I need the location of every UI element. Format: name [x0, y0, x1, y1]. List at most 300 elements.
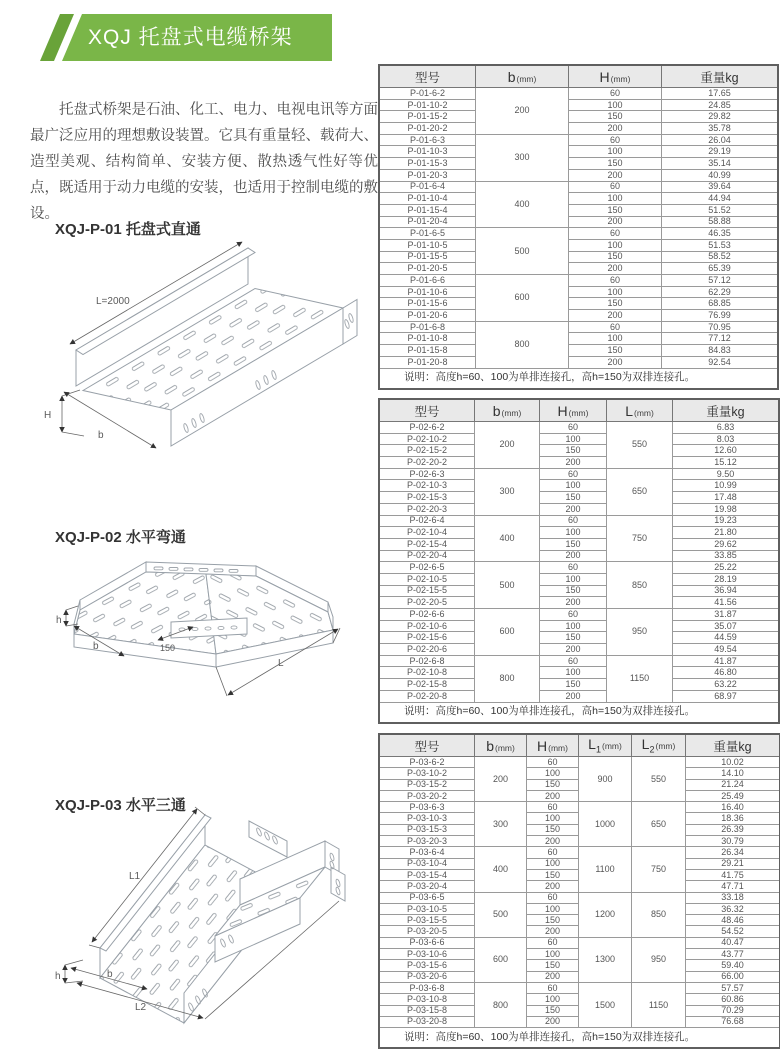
cell: 76.99: [662, 310, 779, 322]
cell: 19.23: [673, 515, 780, 527]
table-row: [379, 345, 778, 357]
cell: 29.82: [662, 111, 779, 123]
cell: P-01-20-8: [379, 356, 476, 368]
cell: 60.86: [686, 994, 780, 1005]
cell: 66.00: [686, 971, 780, 982]
cell: P-01-15-3: [379, 158, 476, 170]
cell: P-01-20-5: [379, 263, 476, 275]
cell: 26.39: [686, 824, 780, 835]
cell: 35.14: [662, 158, 779, 170]
cell: 68.85: [662, 298, 779, 310]
cell: 63.22: [673, 679, 780, 691]
table-row: [379, 892, 780, 903]
cell-L2: 750: [632, 847, 686, 892]
cell-L1: 1200: [579, 892, 632, 937]
cell-L: 650: [607, 468, 673, 515]
cell: P-01-10-6: [379, 286, 476, 298]
column-header: $L_2(mm)$: [632, 734, 686, 757]
table-row: [379, 286, 778, 298]
cell: P-01-15-8: [379, 345, 476, 357]
cell: P-01-10-2: [379, 99, 476, 111]
cell: P-01-6-5: [379, 228, 476, 240]
cell: 17.48: [673, 492, 780, 504]
cell: 200: [569, 356, 662, 368]
table-row: [379, 757, 780, 768]
column-header: 重量kg: [673, 399, 780, 422]
cell-L2: 850: [632, 892, 686, 937]
cell-b: 400: [476, 181, 569, 228]
dim-label-l1: L1: [129, 871, 141, 882]
table-row: [379, 333, 778, 345]
cell: 70.29: [686, 1005, 780, 1016]
cell: P-02-20-4: [379, 550, 475, 562]
cell: P-01-15-2: [379, 111, 476, 123]
cell-b: 500: [475, 562, 540, 609]
cell: 62.29: [662, 286, 779, 298]
cell: 21.80: [673, 527, 780, 539]
table-row: [379, 632, 779, 644]
cell: 150: [527, 915, 579, 926]
cell: 14.10: [686, 768, 780, 779]
cell: P-03-10-4: [379, 858, 475, 869]
cell-L: 1150: [607, 655, 673, 702]
table-row: [379, 492, 779, 504]
cell-b: 200: [475, 422, 540, 469]
dim-label-length: L: [278, 658, 284, 669]
cell-b: 800: [476, 321, 569, 368]
page-title: XQJ 托盘式电缆桥架: [88, 26, 293, 49]
cell: 100: [527, 858, 579, 869]
table-row: [379, 134, 778, 146]
table-row: [379, 667, 779, 679]
cell: 68.97: [673, 690, 780, 702]
table-row: [379, 562, 779, 574]
cell: 46.35: [662, 228, 779, 240]
cell: 100: [527, 813, 579, 824]
table-row: [379, 422, 779, 434]
table-row: [379, 99, 778, 111]
cell-L2: 950: [632, 937, 686, 982]
cell: 60: [569, 228, 662, 240]
cell: 100: [527, 949, 579, 960]
cell: P-01-20-6: [379, 310, 476, 322]
dim-label-height: h: [56, 615, 62, 626]
cell: P-01-15-6: [379, 298, 476, 310]
cell: P-02-10-8: [379, 667, 475, 679]
cell: 200: [540, 644, 607, 656]
cell: 57.57: [686, 982, 780, 993]
cell-L2: 550: [632, 757, 686, 802]
cell: 26.34: [686, 847, 780, 858]
cell-b: 800: [475, 982, 527, 1027]
cell: 36.94: [673, 585, 780, 597]
column-header: 重量kg: [662, 65, 779, 88]
cell: 84.83: [662, 345, 779, 357]
cell: 40.99: [662, 169, 779, 181]
cell: 58.88: [662, 216, 779, 228]
cell-L2: 1150: [632, 982, 686, 1027]
cell: P-03-10-2: [379, 768, 475, 779]
cell: 60: [527, 937, 579, 948]
cell: P-01-10-8: [379, 333, 476, 345]
cell: 25.49: [686, 790, 780, 801]
table-row: [379, 480, 779, 492]
cell: 100: [527, 994, 579, 1005]
table-row: [379, 655, 779, 667]
cell: P-02-20-5: [379, 597, 475, 609]
table-row: [379, 802, 780, 813]
cell: 21.24: [686, 779, 780, 790]
cell: 10.02: [686, 757, 780, 768]
table-row: [379, 263, 778, 275]
cell: P-01-6-3: [379, 134, 476, 146]
column-header: b(mm): [476, 65, 569, 88]
cell: 150: [569, 251, 662, 263]
table-row: [379, 158, 778, 170]
cell: 150: [540, 538, 607, 550]
cell: 200: [527, 881, 579, 892]
cell: 28.19: [673, 573, 780, 585]
table-row: [379, 181, 778, 193]
column-header: H(mm): [569, 65, 662, 88]
table-row: [379, 550, 779, 562]
table-row: [379, 356, 778, 368]
cell: 57.12: [662, 275, 779, 287]
cell: 200: [540, 457, 607, 469]
table-row: [379, 847, 780, 858]
cell: P-02-20-6: [379, 644, 475, 656]
cell: 60: [569, 88, 662, 100]
cell: 60: [540, 655, 607, 667]
cell-L1: 1300: [579, 937, 632, 982]
dim-label-width: b: [107, 969, 113, 980]
cell: 70.95: [662, 321, 779, 333]
cell: 54.52: [686, 926, 780, 937]
column-header: H(mm): [540, 399, 607, 422]
cell: 60: [540, 468, 607, 480]
cell: P-02-6-6: [379, 609, 475, 621]
table-row: [379, 982, 780, 993]
cell: 150: [527, 1005, 579, 1016]
cell: 200: [527, 836, 579, 847]
cell: P-01-6-4: [379, 181, 476, 193]
cell: 100: [540, 667, 607, 679]
cell: 51.52: [662, 204, 779, 216]
table-row: [379, 597, 779, 609]
cell: P-03-15-4: [379, 869, 475, 880]
cell: P-02-10-5: [379, 573, 475, 585]
cell: 100: [540, 480, 607, 492]
column-header: 型号: [379, 399, 475, 422]
cell: 35.07: [673, 620, 780, 632]
cell-b: 400: [475, 515, 540, 562]
cell: P-03-15-8: [379, 1005, 475, 1016]
cell: 33.18: [686, 892, 780, 903]
dim-label-l2: L2: [135, 1002, 147, 1013]
dim-label-width: b: [93, 641, 99, 652]
table-row: [379, 457, 779, 469]
cell: 200: [569, 216, 662, 228]
cell-L: 850: [607, 562, 673, 609]
dim-label-center: 150: [160, 643, 176, 653]
cell: P-01-20-4: [379, 216, 476, 228]
cell: P-03-6-4: [379, 847, 475, 858]
table-row: [379, 111, 778, 123]
cell: 200: [540, 503, 607, 515]
cell: 150: [527, 869, 579, 880]
table-row: [379, 468, 779, 480]
cell: 25.22: [673, 562, 780, 574]
cell: P-02-10-2: [379, 433, 475, 445]
table-row: [379, 527, 779, 539]
cell: 9.50: [673, 468, 780, 480]
cell: 200: [540, 550, 607, 562]
cell: P-03-10-3: [379, 813, 475, 824]
cell: 47.71: [686, 881, 780, 892]
cell: P-02-15-2: [379, 445, 475, 457]
table-row: [379, 515, 779, 527]
cell: 150: [540, 492, 607, 504]
table-row: [379, 275, 778, 287]
cell: 59.40: [686, 960, 780, 971]
spec-table-p03: [378, 733, 780, 1049]
cell-L2: 650: [632, 802, 686, 847]
cell: 150: [569, 298, 662, 310]
cell: P-03-15-3: [379, 824, 475, 835]
cell: 150: [540, 445, 607, 457]
cell: 24.85: [662, 99, 779, 111]
table-row: [379, 310, 778, 322]
cell: P-03-6-5: [379, 892, 475, 903]
cell: P-02-10-3: [379, 480, 475, 492]
cell: 41.75: [686, 869, 780, 880]
cell: P-02-6-3: [379, 468, 475, 480]
cell: 60: [569, 134, 662, 146]
cell-b: 200: [476, 88, 569, 135]
section-label-p03: XQJ-P-03 水平三通: [55, 797, 186, 814]
cell: P-02-10-6: [379, 620, 475, 632]
cell: 200: [527, 926, 579, 937]
table-row: [379, 445, 779, 457]
cell-L: 750: [607, 515, 673, 562]
cell: 49.54: [673, 644, 780, 656]
cell: 29.19: [662, 146, 779, 158]
cell: P-03-20-4: [379, 881, 475, 892]
cell: 100: [540, 433, 607, 445]
cell: P-03-15-6: [379, 960, 475, 971]
cell: P-03-6-6: [379, 937, 475, 948]
cell: 29.62: [673, 538, 780, 550]
cell: 200: [540, 597, 607, 609]
spec-table-p02: [378, 398, 780, 724]
cell: P-01-10-3: [379, 146, 476, 158]
spec-table-p01: [378, 64, 779, 390]
table-row: [379, 146, 778, 158]
cell-L: 550: [607, 422, 673, 469]
cell: 8.03: [673, 433, 780, 445]
cell-L1: 1000: [579, 802, 632, 847]
cell-b: 600: [475, 609, 540, 656]
cell: 100: [569, 286, 662, 298]
cell: P-03-20-2: [379, 790, 475, 801]
cell: P-02-20-3: [379, 503, 475, 515]
cell: 100: [527, 903, 579, 914]
column-header: 型号: [379, 65, 476, 88]
intro-paragraph: 托盘式桥架是石油、化工、电力、电视电讯等方面最广泛应用的理想敷设装置。它具有重量轻、载荷大、造型美观、结构简单、安装方便、散热透气性好等优点，既适用于动力电缆的安装，也适用于控制电缆的敷设。: [30, 101, 378, 222]
cell-b: 600: [476, 275, 569, 322]
cell: P-02-15-4: [379, 538, 475, 550]
cell: 48.46: [686, 915, 780, 926]
column-header: 型号: [379, 734, 475, 757]
column-header: b(mm): [475, 734, 527, 757]
cell: 60: [527, 892, 579, 903]
cell: 60: [540, 562, 607, 574]
cell: 60: [569, 321, 662, 333]
drawing-p02-horizontal-bend: [38, 550, 374, 746]
table-row: [379, 228, 778, 240]
cell: P-02-6-8: [379, 655, 475, 667]
column-header: L(mm): [607, 399, 673, 422]
cell: P-03-6-8: [379, 982, 475, 993]
cell-b: 300: [475, 802, 527, 847]
cell: P-01-20-3: [379, 169, 476, 181]
cell: 200: [569, 169, 662, 181]
title-banner: [30, 14, 332, 61]
cell: P-01-15-4: [379, 204, 476, 216]
cell: 60: [569, 181, 662, 193]
cell: P-01-10-5: [379, 239, 476, 251]
table-row: [379, 620, 779, 632]
cell: 150: [540, 585, 607, 597]
cell: P-02-15-8: [379, 679, 475, 691]
cell-L1: 1500: [579, 982, 632, 1027]
cell: P-02-20-8: [379, 690, 475, 702]
table-row: [379, 609, 779, 621]
cell: 150: [569, 158, 662, 170]
cell: 150: [527, 824, 579, 835]
cell-b: 800: [475, 655, 540, 702]
cell: 6.83: [673, 422, 780, 434]
cell: 30.79: [686, 836, 780, 847]
cell: 60: [540, 515, 607, 527]
cell: 200: [527, 1016, 579, 1027]
cell: 41.56: [673, 597, 780, 609]
column-header: 重量kg: [686, 734, 780, 757]
cell: 15.12: [673, 457, 780, 469]
table-note: 说明：高度h=60、100为单排连接孔，高h=150为双排连接孔。: [379, 368, 778, 389]
cell: 60: [569, 275, 662, 287]
cell-b: 200: [475, 757, 527, 802]
cell: 100: [540, 573, 607, 585]
table-row: [379, 169, 778, 181]
cell: 46.80: [673, 667, 780, 679]
cell: 100: [527, 768, 579, 779]
table-row: [379, 937, 780, 948]
cell-L1: 900: [579, 757, 632, 802]
cell: 26.04: [662, 134, 779, 146]
column-header: $L_1(mm)$: [579, 734, 632, 757]
cell: 18.36: [686, 813, 780, 824]
drawing-p01-straight-tray: [36, 240, 372, 452]
dim-label-width: b: [98, 430, 104, 441]
cell: P-02-20-2: [379, 457, 475, 469]
cell: 150: [569, 345, 662, 357]
cell: 44.59: [673, 632, 780, 644]
cell: 200: [569, 123, 662, 135]
table-row: [379, 88, 778, 100]
cell: 60: [527, 847, 579, 858]
cell-L1: 1100: [579, 847, 632, 892]
cell: 29.21: [686, 858, 780, 869]
cell: P-01-6-8: [379, 321, 476, 333]
table-row: [379, 503, 779, 515]
cell: P-01-15-5: [379, 251, 476, 263]
cell: P-03-10-6: [379, 949, 475, 960]
cell: 60: [527, 802, 579, 813]
cell: 60: [527, 757, 579, 768]
cell-L: 950: [607, 609, 673, 656]
cell: 60: [527, 982, 579, 993]
cell: 43.77: [686, 949, 780, 960]
cell: 150: [540, 632, 607, 644]
dim-label-length: L=2000: [96, 296, 130, 307]
cell: P-03-15-5: [379, 915, 475, 926]
cell: 60: [540, 422, 607, 434]
table-row: [379, 433, 779, 445]
table-row: [379, 251, 778, 263]
drawing-p03-horizontal-tee: [35, 805, 375, 1055]
table-row: [379, 298, 778, 310]
cell: 100: [569, 193, 662, 205]
cell: P-03-6-2: [379, 757, 475, 768]
cell: 35.78: [662, 123, 779, 135]
cell: P-03-20-3: [379, 836, 475, 847]
cell-b: 500: [476, 228, 569, 275]
cell: P-01-6-2: [379, 88, 476, 100]
cell: 77.12: [662, 333, 779, 345]
cell-b: 400: [475, 847, 527, 892]
cell: 76.68: [686, 1016, 780, 1027]
table-row: [379, 216, 778, 228]
table-row: [379, 573, 779, 585]
cell-b: 300: [475, 468, 540, 515]
section-label-p01: XQJ-P-01 托盘式直通: [55, 221, 201, 238]
cell: 33.85: [673, 550, 780, 562]
cell: 36.32: [686, 903, 780, 914]
cell: P-01-10-4: [379, 193, 476, 205]
cell: P-03-20-5: [379, 926, 475, 937]
cell: P-02-15-3: [379, 492, 475, 504]
cell: P-03-10-8: [379, 994, 475, 1005]
cell: 17.65: [662, 88, 779, 100]
cell: P-02-15-5: [379, 585, 475, 597]
cell: 44.94: [662, 193, 779, 205]
cell: P-02-15-6: [379, 632, 475, 644]
cell: P-01-6-6: [379, 275, 476, 287]
cell: 150: [527, 960, 579, 971]
dim-label-height: H: [44, 410, 52, 421]
section-label-p02: XQJ-P-02 水平弯通: [55, 529, 186, 546]
cell: P-02-6-5: [379, 562, 475, 574]
column-header: b(mm): [475, 399, 540, 422]
cell: 200: [569, 310, 662, 322]
table-row: [379, 644, 779, 656]
cell: P-03-6-3: [379, 802, 475, 813]
cell: P-03-10-5: [379, 903, 475, 914]
cell: 39.64: [662, 181, 779, 193]
cell: 51.53: [662, 239, 779, 251]
column-header: H(mm): [527, 734, 579, 757]
